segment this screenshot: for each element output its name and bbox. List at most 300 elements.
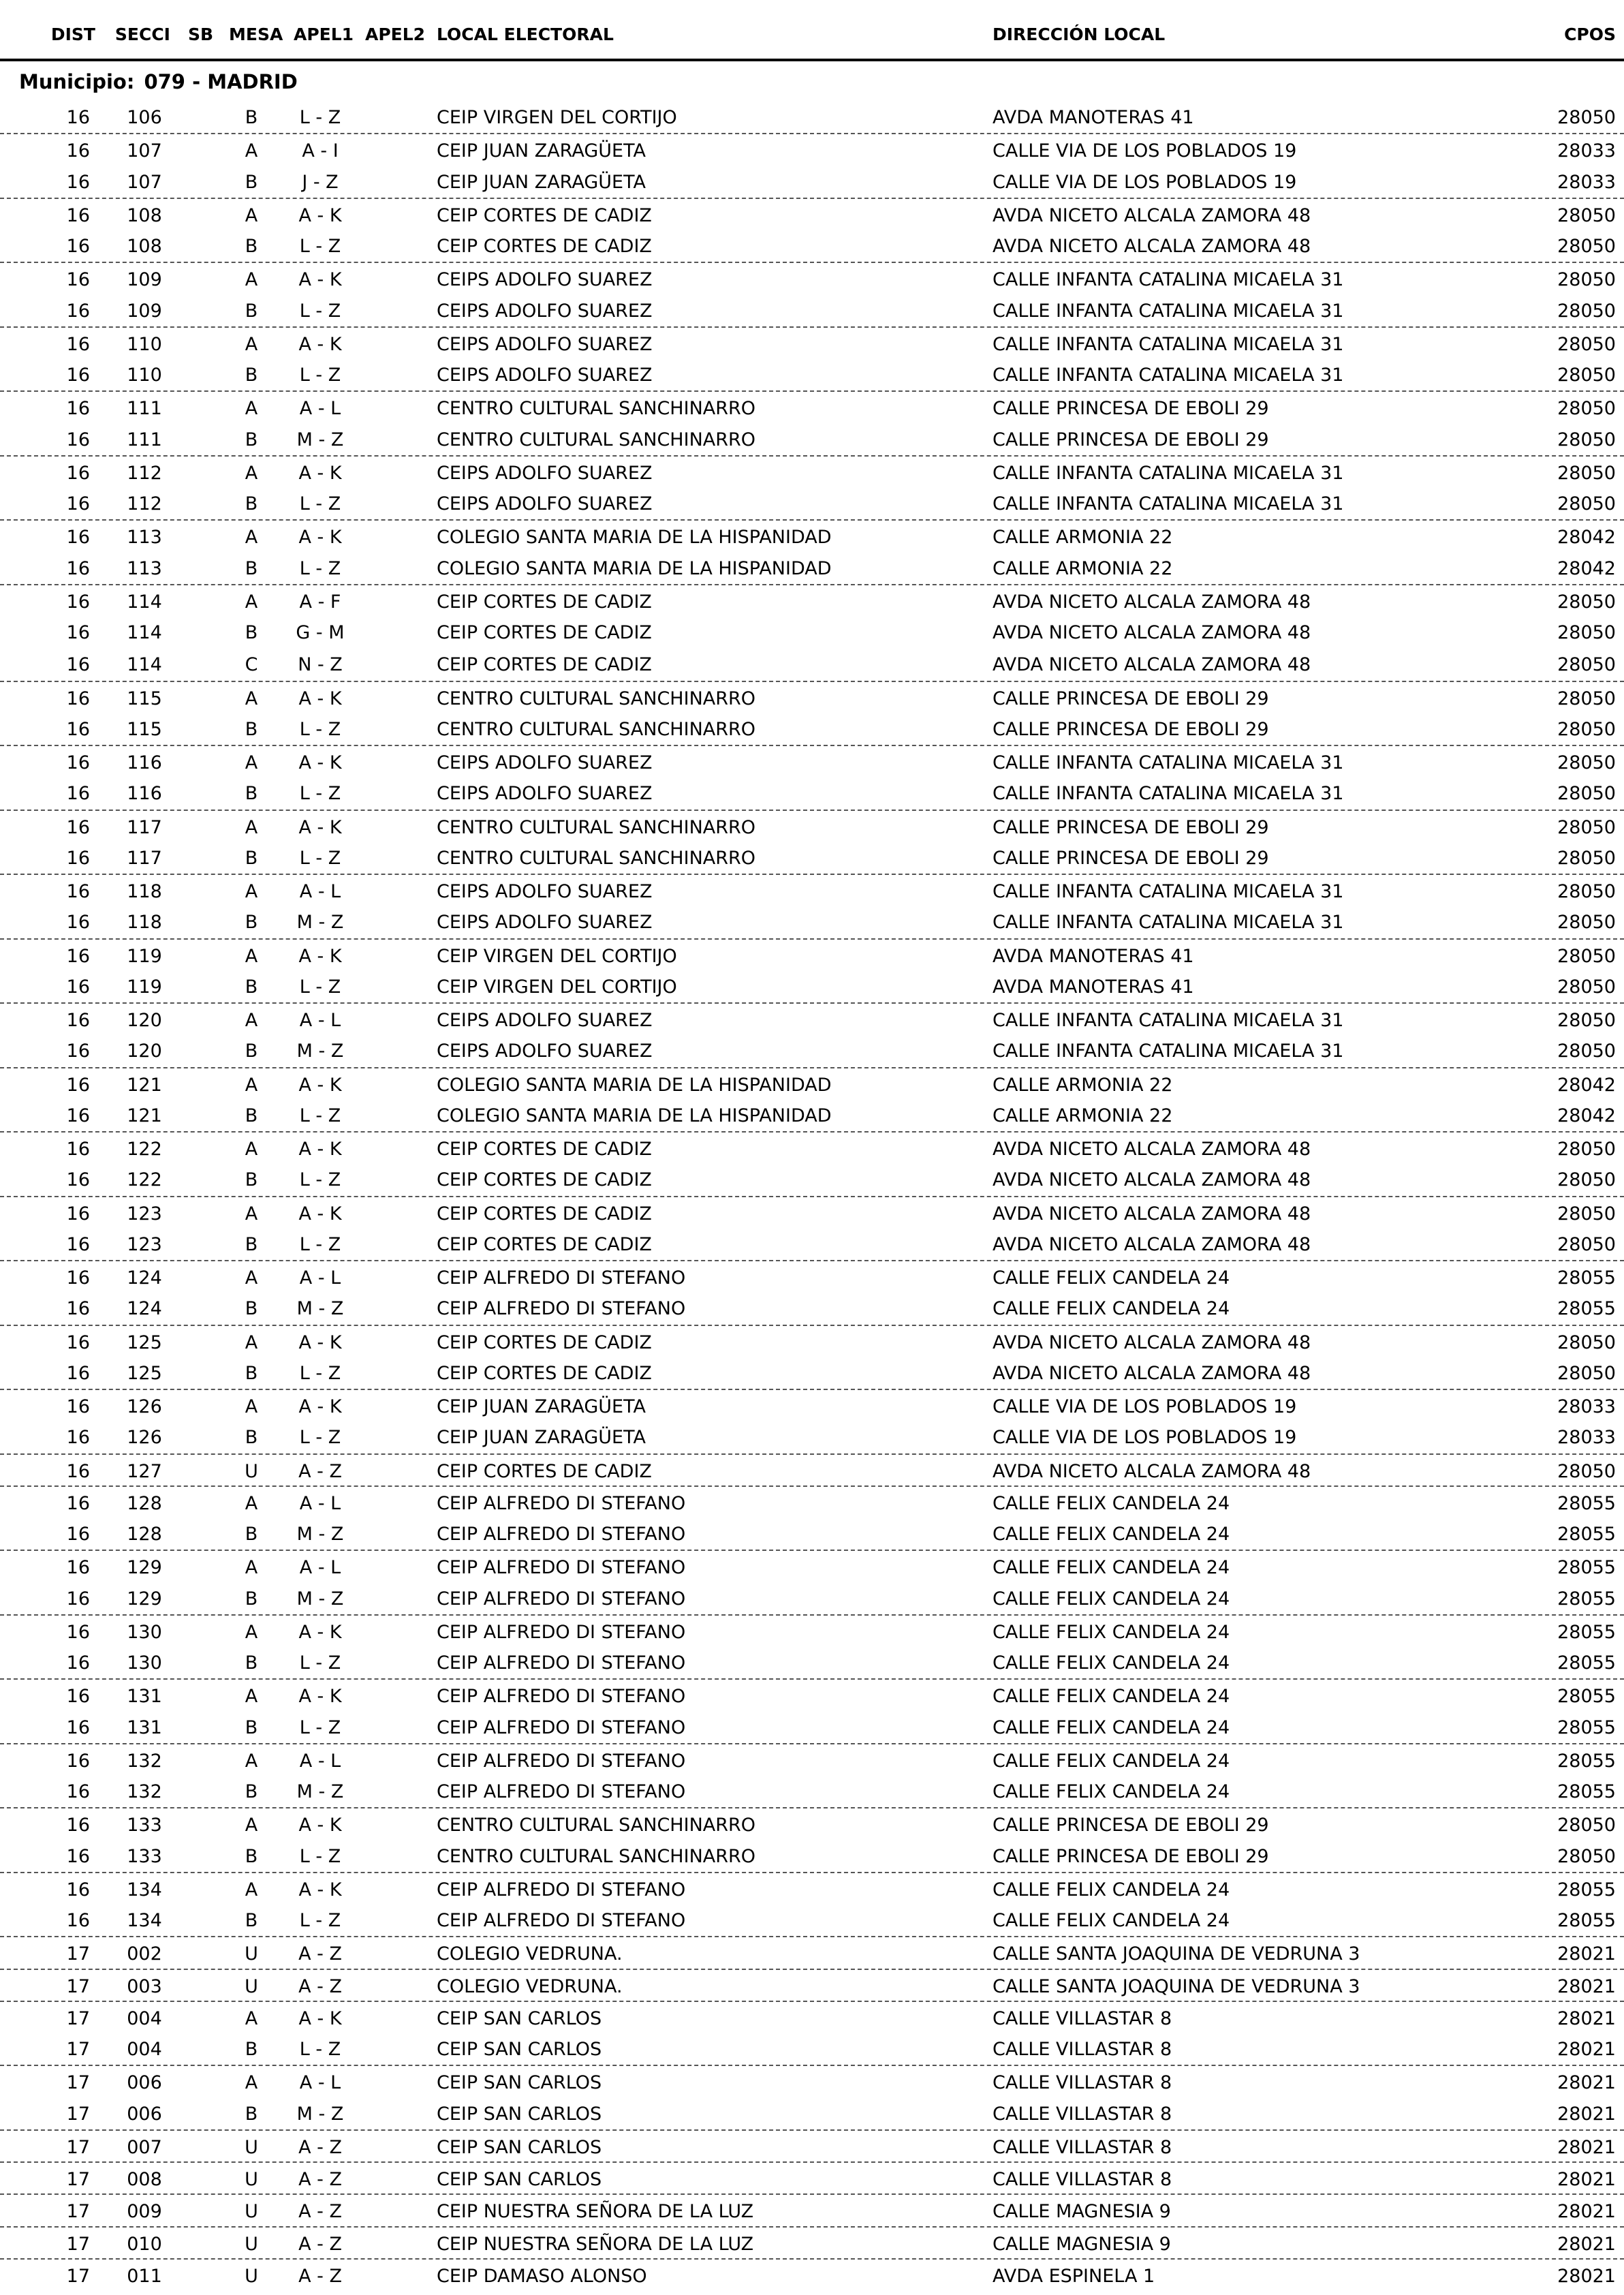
- cell-cpos: 28055: [1557, 1621, 1616, 1643]
- cell-cpos: 28021: [1557, 1975, 1616, 1997]
- cell-mesa: A: [245, 1815, 258, 1836]
- cell-direccion: CALLE ARMONIA 22: [993, 557, 1173, 579]
- cell-cpos: 28050: [1557, 269, 1616, 291]
- cell-cpos: 28050: [1557, 816, 1616, 838]
- cell-secci: 109: [127, 269, 162, 291]
- cell-mesa: B: [245, 171, 258, 193]
- cell-direccion: CALLE INFANTA CATALINA MICAELA 31: [993, 333, 1344, 355]
- cell-local: CEIP ALFREDO DI STEFANO: [437, 1652, 686, 1674]
- cell-local: COLEGIO SANTA MARIA DE LA HISPANIDAD: [437, 1105, 832, 1126]
- cell-secci: 002: [127, 1943, 162, 1965]
- cell-cpos: 28050: [1557, 847, 1616, 869]
- cell-dist: 17: [66, 1975, 90, 1997]
- cell-apel: A - L: [299, 398, 341, 420]
- cell-cpos: 28055: [1557, 1781, 1616, 1802]
- cell-direccion: CALLE FELIX CANDELA 24: [993, 1910, 1230, 1931]
- cell-direccion: AVDA MANOTERAS 41: [993, 107, 1194, 128]
- cell-direccion: CALLE VILLASTAR 8: [993, 2169, 1172, 2190]
- cell-local: CEIP SAN CARLOS: [437, 2007, 602, 2029]
- cell-direccion: CALLE ARMONIA 22: [993, 1105, 1173, 1126]
- cell-apel: L - Z: [299, 1233, 341, 1255]
- cell-mesa: U: [245, 2136, 258, 2158]
- cell-dist: 16: [66, 269, 90, 291]
- cell-cpos: 28055: [1557, 1267, 1616, 1289]
- cell-apel: M - Z: [296, 1524, 344, 1545]
- cell-mesa: A: [245, 527, 258, 549]
- cell-local: CEIP VIRGEN DEL CORTIJO: [437, 107, 677, 128]
- cell-mesa: A: [245, 1879, 258, 1900]
- cell-apel: M - Z: [296, 1298, 344, 1320]
- table-row: [0, 2065, 1624, 2097]
- cell-direccion: AVDA NICETO ALCALA ZAMORA 48: [993, 591, 1311, 613]
- cell-dist: 16: [66, 429, 90, 450]
- cell-mesa: B: [245, 107, 258, 128]
- table-row: [0, 230, 1624, 262]
- cell-secci: 118: [127, 912, 162, 934]
- cell-apel: L - Z: [299, 1652, 341, 1674]
- cell-dist: 16: [66, 1139, 90, 1160]
- cell-apel: A - L: [299, 1267, 341, 1289]
- cell-direccion: CALLE INFANTA CATALINA MICAELA 31: [993, 462, 1344, 484]
- cell-cpos: 28021: [1557, 2233, 1616, 2255]
- cell-dist: 16: [66, 365, 90, 386]
- cell-direccion: AVDA NICETO ALCALA ZAMORA 48: [993, 204, 1311, 226]
- cell-direccion: CALLE PRINCESA DE EBOLI 29: [993, 816, 1269, 838]
- cell-local: CEIPS ADOLFO SUAREZ: [437, 269, 653, 291]
- cell-direccion: CALLE FELIX CANDELA 24: [993, 1652, 1230, 1674]
- table-row: [0, 1614, 1624, 1646]
- cell-mesa: A: [245, 1621, 258, 1643]
- cell-local: CEIP CORTES DE CADIZ: [437, 1233, 652, 1255]
- cell-cpos: 28050: [1557, 493, 1616, 514]
- table-row: [0, 1485, 1624, 1518]
- cell-cpos: 28050: [1557, 107, 1616, 128]
- cell-secci: 111: [127, 398, 162, 420]
- cell-local: COLEGIO SANTA MARIA DE LA HISPANIDAD: [437, 557, 832, 579]
- cell-local: CENTRO CULTURAL SANCHINARRO: [437, 847, 756, 869]
- cell-direccion: CALLE SANTA JOAQUINA DE VEDRUNA 3: [993, 1975, 1360, 1997]
- cell-cpos: 28050: [1557, 783, 1616, 805]
- cell-direccion: CALLE INFANTA CATALINA MICAELA 31: [993, 783, 1344, 805]
- table-row: [0, 874, 1624, 906]
- cell-apel: N - Z: [298, 654, 343, 676]
- cell-dist: 16: [66, 1362, 90, 1384]
- cell-local: CEIPS ADOLFO SUAREZ: [437, 333, 653, 355]
- cell-dist: 16: [66, 1427, 90, 1449]
- cell-mesa: A: [245, 1557, 258, 1579]
- cell-dist: 16: [66, 976, 90, 998]
- cell-direccion: CALLE FELIX CANDELA 24: [993, 1621, 1230, 1643]
- cell-apel: M - Z: [296, 1588, 344, 1609]
- table-row: [0, 166, 1624, 198]
- cell-mesa: B: [245, 1910, 258, 1931]
- cell-secci: 126: [127, 1396, 162, 1417]
- cell-direccion: CALLE FELIX CANDELA 24: [993, 1524, 1230, 1545]
- cell-mesa: B: [245, 429, 258, 450]
- table-row: [0, 1196, 1624, 1228]
- cell-apel: A - K: [298, 527, 342, 549]
- cell-dist: 16: [66, 1298, 90, 1320]
- cell-mesa: B: [245, 718, 258, 740]
- cell-secci: 115: [127, 688, 162, 709]
- cell-apel: L - Z: [299, 557, 341, 579]
- cell-mesa: A: [245, 1686, 258, 1708]
- cell-direccion: CALLE FELIX CANDELA 24: [993, 1267, 1230, 1289]
- table-row: [0, 1743, 1624, 1775]
- cell-cpos: 28055: [1557, 1588, 1616, 1609]
- cell-secci: 008: [127, 2169, 162, 2190]
- cell-direccion: AVDA NICETO ALCALA ZAMORA 48: [993, 1331, 1311, 1353]
- table-row: [0, 2097, 1624, 2129]
- table-row: [0, 1582, 1624, 1614]
- cell-local: COLEGIO SANTA MARIA DE LA HISPANIDAD: [437, 527, 832, 549]
- table-row: [0, 648, 1624, 680]
- cell-secci: 109: [127, 300, 162, 322]
- table-body: [0, 101, 1624, 2290]
- cell-mesa: B: [245, 1716, 258, 1738]
- cell-direccion: CALLE PRINCESA DE EBOLI 29: [993, 429, 1269, 450]
- table-row: [0, 1099, 1624, 1131]
- cell-secci: 114: [127, 622, 162, 643]
- cell-cpos: 28050: [1557, 1169, 1616, 1191]
- cell-direccion: AVDA NICETO ALCALA ZAMORA 48: [993, 622, 1311, 643]
- cell-dist: 16: [66, 654, 90, 676]
- cell-dist: 16: [66, 527, 90, 549]
- table-row: [0, 2033, 1624, 2065]
- cell-dist: 16: [66, 236, 90, 257]
- cell-apel: A - K: [298, 2007, 342, 2029]
- cell-apel: A - K: [298, 269, 342, 291]
- cell-cpos: 28050: [1557, 976, 1616, 998]
- cell-mesa: A: [245, 1492, 258, 1514]
- cell-mesa: A: [245, 1331, 258, 1353]
- cell-dist: 17: [66, 2265, 90, 2287]
- cell-direccion: CALLE FELIX CANDELA 24: [993, 1298, 1230, 1320]
- cell-direccion: CALLE FELIX CANDELA 24: [993, 1557, 1230, 1579]
- cell-mesa: A: [245, 1139, 258, 1160]
- table-row: [0, 390, 1624, 422]
- table-row: [0, 810, 1624, 842]
- table-row: [0, 133, 1624, 165]
- cell-cpos: 28050: [1557, 429, 1616, 450]
- cell-secci: 134: [127, 1879, 162, 1900]
- cell-secci: 131: [127, 1686, 162, 1708]
- cell-mesa: A: [245, 1267, 258, 1289]
- cell-local: CEIPS ADOLFO SUAREZ: [437, 493, 653, 514]
- col-header-secci: SECCI: [114, 25, 170, 44]
- table-row: [0, 1969, 1624, 2001]
- cell-cpos: 28050: [1557, 398, 1616, 420]
- table-row: [0, 1711, 1624, 1743]
- cell-local: CEIPS ADOLFO SUAREZ: [437, 783, 653, 805]
- cell-dist: 16: [66, 1910, 90, 1931]
- cell-apel: L - Z: [299, 365, 341, 386]
- table-row: [0, 1904, 1624, 1936]
- cell-local: CENTRO CULTURAL SANCHINARRO: [437, 429, 756, 450]
- table-row: [0, 1131, 1624, 1163]
- col-header-cpos: CPOS: [1564, 25, 1616, 44]
- cell-local: CEIP SAN CARLOS: [437, 2072, 602, 2094]
- cell-direccion: CALLE FELIX CANDELA 24: [993, 1879, 1230, 1900]
- cell-mesa: A: [245, 688, 258, 709]
- cell-apel: M - Z: [296, 429, 344, 450]
- municipio-value: 079 - MADRID: [144, 70, 298, 93]
- cell-mesa: B: [245, 976, 258, 998]
- cell-apel: L - Z: [299, 107, 341, 128]
- cell-apel: A - K: [298, 1879, 342, 1900]
- cell-mesa: B: [245, 2039, 258, 2060]
- cell-dist: 16: [66, 107, 90, 128]
- cell-dist: 16: [66, 1041, 90, 1062]
- table-row: [0, 326, 1624, 358]
- cell-secci: 121: [127, 1105, 162, 1126]
- cell-mesa: U: [245, 2169, 258, 2190]
- cell-apel: A - K: [298, 1074, 342, 1096]
- cell-apel: L - Z: [299, 718, 341, 740]
- cell-cpos: 28021: [1557, 2265, 1616, 2287]
- cell-dist: 16: [66, 688, 90, 709]
- cell-mesa: B: [245, 1524, 258, 1545]
- cell-cpos: 28050: [1557, 1815, 1616, 1836]
- cell-mesa: A: [245, 398, 258, 420]
- col-header-apel1: APEL1: [294, 25, 354, 44]
- cell-dist: 16: [66, 912, 90, 934]
- cell-local: CEIPS ADOLFO SUAREZ: [437, 300, 653, 322]
- cell-secci: 010: [127, 2233, 162, 2255]
- table-row: [0, 1325, 1624, 1357]
- cell-direccion: CALLE ARMONIA 22: [993, 527, 1173, 549]
- cell-apel: A - K: [298, 1203, 342, 1224]
- cell-secci: 121: [127, 1074, 162, 1096]
- cell-dist: 17: [66, 2072, 90, 2094]
- cell-secci: 107: [127, 171, 162, 193]
- cell-cpos: 28021: [1557, 2072, 1616, 2094]
- cell-secci: 119: [127, 945, 162, 967]
- cell-local: CEIP NUESTRA SEÑORA DE LA LUZ: [437, 2233, 754, 2255]
- cell-secci: 009: [127, 2201, 162, 2223]
- table-row: [0, 1936, 1624, 1968]
- table-row: [0, 1034, 1624, 1066]
- cell-direccion: CALLE VIA DE LOS POBLADOS 19: [993, 1396, 1297, 1417]
- cell-local: CEIP NUESTRA SEÑORA DE LA LUZ: [437, 2201, 754, 2223]
- cell-apel: A - K: [298, 1686, 342, 1708]
- cell-dist: 16: [66, 945, 90, 967]
- cell-cpos: 28033: [1557, 1427, 1616, 1449]
- cell-apel: A - L: [299, 2072, 341, 2094]
- table-row: [0, 584, 1624, 616]
- cell-mesa: U: [245, 1943, 258, 1965]
- table-row: [0, 1872, 1624, 1904]
- col-header-sb: SB: [188, 25, 214, 44]
- cell-cpos: 28050: [1557, 462, 1616, 484]
- cell-mesa: B: [245, 847, 258, 869]
- cell-local: CEIP ALFREDO DI STEFANO: [437, 1879, 686, 1900]
- cell-dist: 16: [66, 816, 90, 838]
- cell-cpos: 28021: [1557, 1943, 1616, 1965]
- cell-dist: 16: [66, 398, 90, 420]
- cell-mesa: A: [245, 1750, 258, 1772]
- cell-mesa: C: [245, 654, 258, 676]
- cell-local: CEIP SAN CARLOS: [437, 2169, 602, 2190]
- cell-apel: L - Z: [299, 783, 341, 805]
- table-row: [0, 906, 1624, 938]
- cell-mesa: B: [245, 1233, 258, 1255]
- cell-apel: L - Z: [299, 1105, 341, 1126]
- cell-cpos: 28050: [1557, 912, 1616, 934]
- cell-secci: 125: [127, 1362, 162, 1384]
- cell-direccion: AVDA NICETO ALCALA ZAMORA 48: [993, 1460, 1311, 1482]
- cell-apel: L - Z: [299, 2039, 341, 2060]
- cell-cpos: 28055: [1557, 1750, 1616, 1772]
- cell-cpos: 28042: [1557, 527, 1616, 549]
- cell-dist: 16: [66, 1750, 90, 1772]
- cell-dist: 16: [66, 171, 90, 193]
- cell-local: CEIPS ADOLFO SUAREZ: [437, 752, 653, 773]
- cell-direccion: CALLE VILLASTAR 8: [993, 2103, 1172, 2125]
- table-row: [0, 745, 1624, 777]
- table-row: [0, 1840, 1624, 1872]
- cell-local: COLEGIO VEDRUNA.: [437, 1975, 623, 1997]
- cell-direccion: CALLE PRINCESA DE EBOLI 29: [993, 398, 1269, 420]
- cell-local: CEIP CORTES DE CADIZ: [437, 236, 652, 257]
- cell-direccion: CALLE INFANTA CATALINA MICAELA 31: [993, 300, 1344, 322]
- cell-cpos: 28050: [1557, 688, 1616, 709]
- table-row: [0, 358, 1624, 390]
- cell-cpos: 28050: [1557, 1362, 1616, 1384]
- table-row: [0, 2226, 1624, 2258]
- cell-local: COLEGIO VEDRUNA.: [437, 1943, 623, 1965]
- cell-cpos: 28050: [1557, 1460, 1616, 1482]
- table-row: [0, 1002, 1624, 1034]
- cell-mesa: B: [245, 912, 258, 934]
- cell-secci: 124: [127, 1298, 162, 1320]
- cell-cpos: 28050: [1557, 1041, 1616, 1062]
- cell-apel: M - Z: [296, 1781, 344, 1802]
- cell-apel: A - K: [298, 688, 342, 709]
- cell-cpos: 28050: [1557, 1845, 1616, 1867]
- cell-local: CEIP ALFREDO DI STEFANO: [437, 1588, 686, 1609]
- cell-local: CEIP JUAN ZARAGÜETA: [437, 171, 646, 193]
- cell-mesa: B: [245, 1427, 258, 1449]
- cell-mesa: U: [245, 2233, 258, 2255]
- cell-direccion: CALLE FELIX CANDELA 24: [993, 1781, 1230, 1802]
- table-row: [0, 1260, 1624, 1292]
- cell-secci: 107: [127, 140, 162, 162]
- cell-apel: L - Z: [299, 300, 341, 322]
- cell-direccion: AVDA NICETO ALCALA ZAMORA 48: [993, 1203, 1311, 1224]
- cell-local: CEIP ALFREDO DI STEFANO: [437, 1910, 686, 1931]
- cell-mesa: A: [245, 591, 258, 613]
- cell-direccion: AVDA NICETO ALCALA ZAMORA 48: [993, 1139, 1311, 1160]
- cell-direccion: CALLE VILLASTAR 8: [993, 2039, 1172, 2060]
- col-header-local: LOCAL ELECTORAL: [437, 25, 614, 44]
- cell-local: CEIP ALFREDO DI STEFANO: [437, 1267, 686, 1289]
- table-row: [0, 1646, 1624, 1678]
- cell-local: CEIP CORTES DE CADIZ: [437, 1362, 652, 1384]
- cell-dist: 16: [66, 1588, 90, 1609]
- cell-secci: 117: [127, 816, 162, 838]
- cell-apel: A - Z: [298, 2265, 342, 2287]
- cell-mesa: B: [245, 1041, 258, 1062]
- cell-cpos: 28042: [1557, 1074, 1616, 1096]
- cell-secci: 113: [127, 527, 162, 549]
- cell-dist: 16: [66, 1203, 90, 1224]
- cell-dist: 16: [66, 752, 90, 773]
- cell-secci: 004: [127, 2007, 162, 2029]
- table-row: [0, 198, 1624, 230]
- cell-direccion: CALLE FELIX CANDELA 24: [993, 1492, 1230, 1514]
- table-row: [0, 552, 1624, 584]
- cell-mesa: U: [245, 2201, 258, 2223]
- cell-direccion: CALLE FELIX CANDELA 24: [993, 1686, 1230, 1708]
- cell-cpos: 28055: [1557, 1910, 1616, 1931]
- cell-local: CEIP ALFREDO DI STEFANO: [437, 1298, 686, 1320]
- cell-direccion: CALLE MAGNESIA 9: [993, 2233, 1171, 2255]
- cell-secci: 117: [127, 847, 162, 869]
- cell-local: CEIP CORTES DE CADIZ: [437, 1460, 652, 1482]
- cell-cpos: 28050: [1557, 1233, 1616, 1255]
- cell-mesa: B: [245, 2103, 258, 2125]
- cell-dist: 17: [66, 2007, 90, 2029]
- cell-direccion: CALLE INFANTA CATALINA MICAELA 31: [993, 269, 1344, 291]
- cell-cpos: 28055: [1557, 1557, 1616, 1579]
- cell-local: CEIP CORTES DE CADIZ: [437, 1169, 652, 1191]
- cell-dist: 16: [66, 718, 90, 740]
- cell-secci: 124: [127, 1267, 162, 1289]
- cell-mesa: U: [245, 1975, 258, 1997]
- cell-local: CEIP ALFREDO DI STEFANO: [437, 1492, 686, 1514]
- cell-cpos: 28050: [1557, 718, 1616, 740]
- cell-secci: 131: [127, 1716, 162, 1738]
- cell-direccion: CALLE PRINCESA DE EBOLI 29: [993, 688, 1269, 709]
- cell-cpos: 28050: [1557, 300, 1616, 322]
- cell-dist: 16: [66, 1557, 90, 1579]
- cell-secci: 133: [127, 1815, 162, 1836]
- cell-direccion: AVDA NICETO ALCALA ZAMORA 48: [993, 1233, 1311, 1255]
- cell-dist: 16: [66, 1652, 90, 1674]
- table-row: [0, 842, 1624, 874]
- cell-dist: 17: [66, 2201, 90, 2223]
- cell-mesa: B: [245, 1298, 258, 1320]
- table-row: [0, 2258, 1624, 2290]
- cell-mesa: B: [245, 365, 258, 386]
- cell-secci: 125: [127, 1331, 162, 1353]
- cell-mesa: A: [245, 881, 258, 902]
- cell-mesa: A: [245, 140, 258, 162]
- cell-dist: 16: [66, 557, 90, 579]
- cell-dist: 16: [66, 1781, 90, 1802]
- table-row: [0, 1228, 1624, 1260]
- cell-mesa: B: [245, 1845, 258, 1867]
- cell-apel: A - L: [299, 1010, 341, 1031]
- cell-direccion: AVDA ESPINELA 1: [993, 2265, 1155, 2287]
- table-row: [0, 1550, 1624, 1582]
- cell-dist: 16: [66, 204, 90, 226]
- cell-mesa: B: [245, 1652, 258, 1674]
- cell-apel: A - Z: [298, 1943, 342, 1965]
- cell-secci: 122: [127, 1139, 162, 1160]
- cell-cpos: 28050: [1557, 365, 1616, 386]
- cell-secci: 132: [127, 1781, 162, 1802]
- cell-apel: A - K: [298, 1396, 342, 1417]
- cell-direccion: CALLE VIA DE LOS POBLADOS 19: [993, 171, 1297, 193]
- table-row: [0, 970, 1624, 1002]
- cell-mesa: B: [245, 300, 258, 322]
- cell-cpos: 28050: [1557, 622, 1616, 643]
- municipio-label: Municipio:: [19, 70, 135, 93]
- cell-dist: 16: [66, 1815, 90, 1836]
- cell-apel: J - Z: [302, 171, 339, 193]
